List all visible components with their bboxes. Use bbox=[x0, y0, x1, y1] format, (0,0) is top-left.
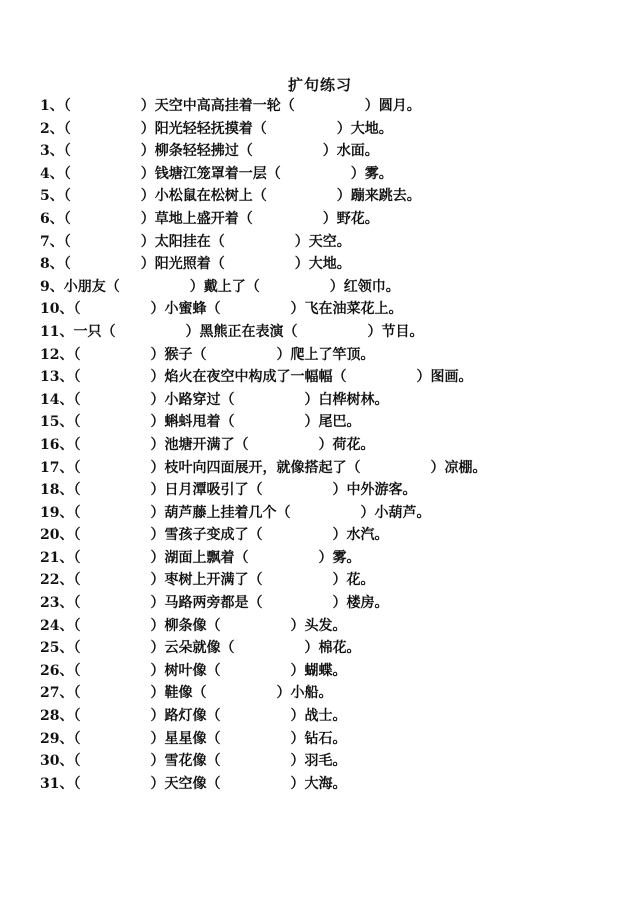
exercise-item-10: 10、（ ）小蜜蜂（ ）飞在油菜花上。 bbox=[40, 301, 403, 318]
exercise-item-24: 24、（ ）柳条像（ ）头发。 bbox=[40, 617, 347, 634]
exercise-item-31: 31、（ ）天空像（ ）大海。 bbox=[40, 775, 347, 792]
exercise-list bbox=[40, 95, 620, 795]
page-title: 扩句练习 bbox=[287, 76, 352, 94]
exercise-item-30: 30、（ ）雪花像（ ）羽毛。 bbox=[40, 753, 347, 770]
exercise-item-16: 16、（ ）池塘开满了（ ）荷花。 bbox=[40, 436, 375, 453]
exercise-item-22: 22、（ ）枣树上开满了（ ）花。 bbox=[40, 572, 375, 589]
exercise-item-8: 8、（ ）阳光照着（ ）大地。 bbox=[40, 256, 351, 273]
exercise-item-21: 21、（ ）湖面上飘着（ ）雾。 bbox=[40, 549, 361, 566]
exercise-item-5: 5、（ ）小松鼠在松树上（ ）蹦来跳去。 bbox=[40, 188, 421, 205]
exercise-item-17: 17、（ ）枝叶向四面展开，就像搭起了（ ）凉棚。 bbox=[40, 459, 487, 476]
exercise-item-26: 26、（ ）树叶像（ ）蝴蝶。 bbox=[40, 662, 347, 679]
exercise-item-29: 29、（ ）星星像（ ）钻石。 bbox=[40, 730, 347, 747]
exercise-item-4: 4、（ ）钱塘江笼罩着一层（ ）雾。 bbox=[40, 165, 393, 182]
exercise-item-19: 19、（ ）葫芦藤上挂着几个（ ）小葫芦。 bbox=[40, 504, 431, 521]
exercise-item-1: 1、（ ）天空中高高挂着一轮（ ）圆月。 bbox=[40, 98, 421, 114]
exercise-item-2: 2、（ ）阳光轻轻抚摸着（ ）大地。 bbox=[40, 120, 393, 137]
exercise-item-6: 6、（ ）草地上盛开着（ ）野花。 bbox=[40, 210, 379, 227]
exercise-item-25: 25、（ ）云朵就像（ ）棉花。 bbox=[40, 640, 361, 657]
exercise-item-20: 20、（ ）雪孩子变成了（ ）水汽。 bbox=[40, 527, 389, 544]
exercise-item-27: 27、（ ）鞋像（ ）小船。 bbox=[40, 685, 333, 702]
exercise-item-7: 7、（ ）太阳挂在（ ）天空。 bbox=[40, 233, 351, 250]
exercise-item-11: 11、一只（ ）黑熊正在表演（ ）节目。 bbox=[40, 323, 424, 340]
exercise-item-23: 23、（ ）马路两旁都是（ ）楼房。 bbox=[40, 595, 389, 612]
exercise-item-3: 3、（ ）柳条轻轻拂过（ ）水面。 bbox=[40, 143, 379, 160]
exercise-item-14: 14、（ ）小路穿过（ ）白桦树林。 bbox=[40, 391, 389, 408]
exercise-item-13: 13、（ ）焰火在夜空中构成了一幅幅（ ）图画。 bbox=[40, 369, 473, 386]
exercise-item-9: 9、小朋友（ ）戴上了（ ）红领巾。 bbox=[40, 278, 400, 295]
exercise-item-12: 12、（ ）猴子（ ）爬上了竿顶。 bbox=[40, 346, 375, 363]
exercise-item-18: 18、（ ）日月潭吸引了（ ）中外游客。 bbox=[40, 482, 417, 499]
exercise-item-28: 28、（ ）路灯像（ ）战士。 bbox=[40, 708, 347, 725]
exercise-item-15: 15、（ ）蝌蚪甩着（ ）尾巴。 bbox=[40, 414, 361, 431]
